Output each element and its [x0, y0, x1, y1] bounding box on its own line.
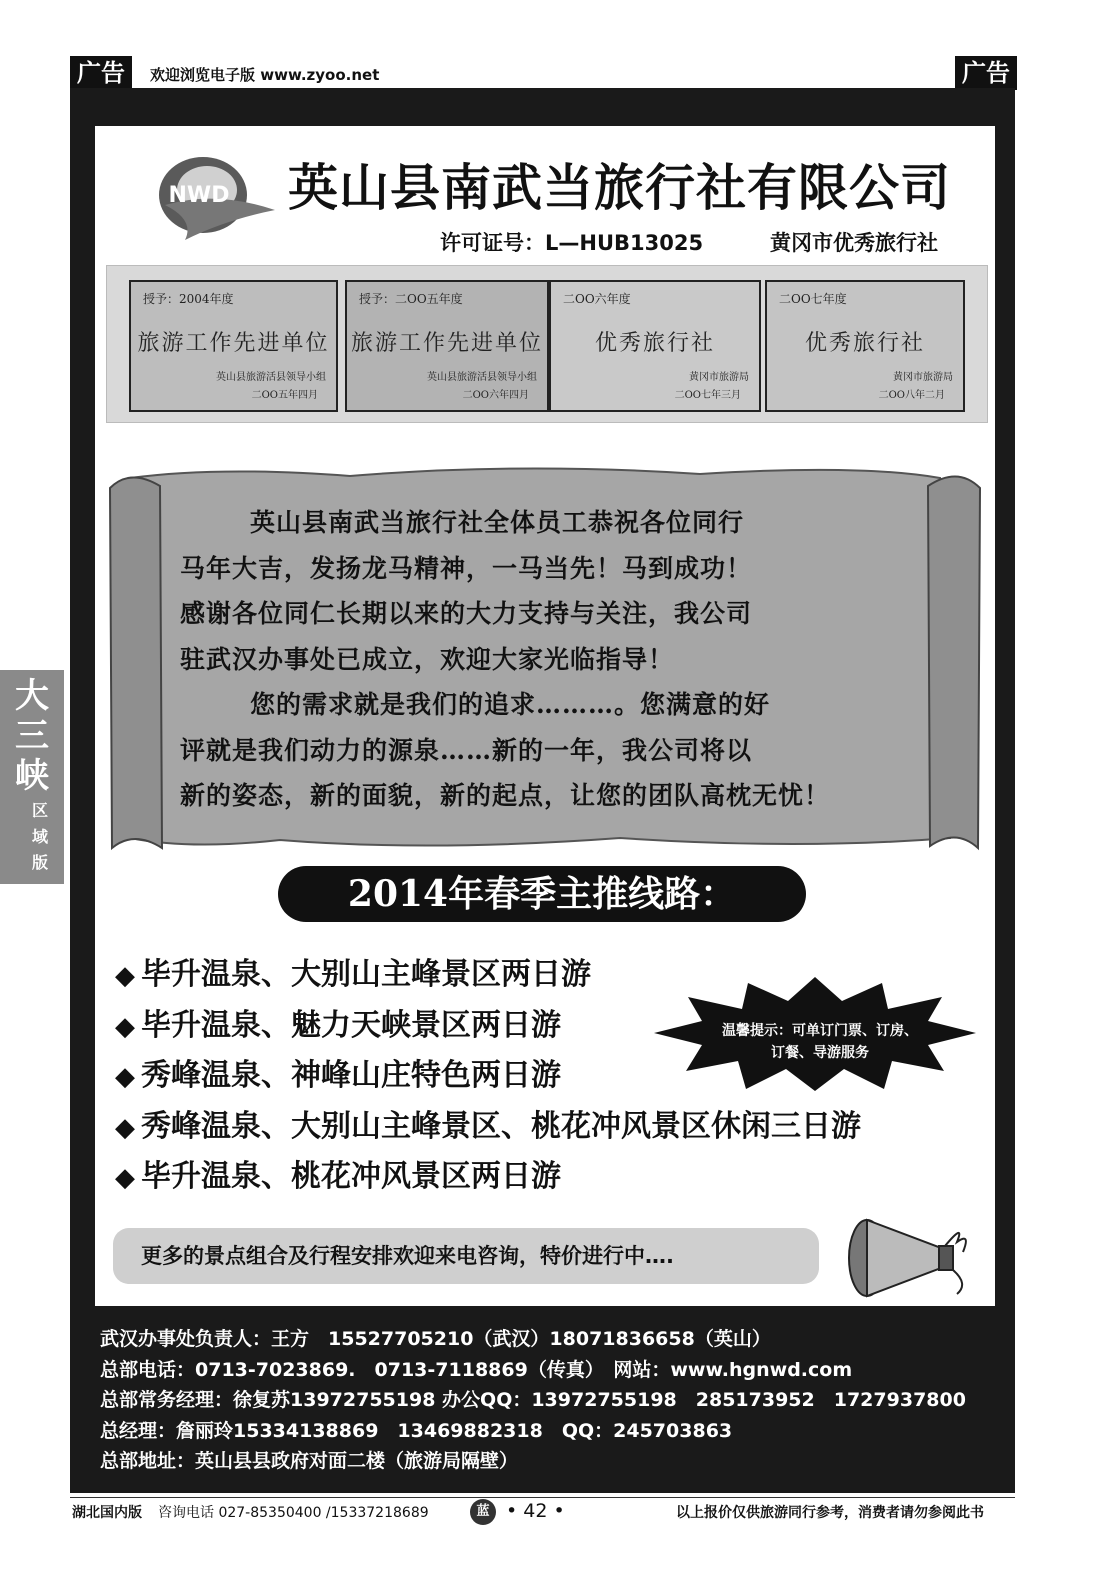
plaque-year: 授予：二OO五年度 [359, 292, 463, 306]
award-plaque [765, 280, 965, 412]
route-label: 秀峰温泉、大别山主峰景区、桃花冲风景区休闲三日游 [141, 1108, 861, 1144]
sidebar-small-2: 域 [32, 827, 49, 846]
route-label: 毕升温泉、桃花冲风景区两日游 [141, 1159, 561, 1194]
plaque-year: 授予：2004年度 [143, 292, 234, 306]
award-plaque [345, 280, 549, 412]
footer-divider [70, 1497, 1015, 1498]
contact-hq-phone: 总部电话：0713-7023869. 0713-7118869（传真） 网站：www.hgnwd.com [100, 1358, 853, 1381]
hint-line-2: 订餐、导游服务 [771, 1045, 869, 1061]
site-url-text[interactable]: 欢迎浏览电子版 www.zyoo.net [150, 66, 380, 84]
plaque-issuer: 英山县旅游活县领导小组 [216, 372, 326, 383]
award-plaque [129, 280, 338, 412]
contact-block [100, 1324, 966, 1477]
hint-line-1: 温馨提示：可单订门票、订房、 [722, 1023, 918, 1039]
routes-heading: 2014年春季主推线路： [278, 866, 806, 922]
megaphone-icon [845, 1212, 975, 1304]
route-item [115, 1152, 861, 1203]
company-name: 英山县南武当旅行社有限公司 [288, 159, 951, 217]
contact-general-manager: 总经理：詹丽玲15334138869 13469882318 QQ：245703863 [100, 1419, 733, 1442]
plaque-issuer: 英山县旅游活县领导小组 [427, 372, 537, 383]
honor-text: 黄冈市优秀旅行社 [770, 231, 938, 255]
scroll-line: 评就是我们动力的源泉……新的一年，我公司将以 [180, 735, 753, 765]
plaque-issuer: 黄冈市旅游局 [893, 372, 953, 383]
sidebar-region-tab [0, 670, 64, 884]
page-number: • 42 • [506, 1500, 565, 1522]
scroll-message [180, 500, 920, 819]
diamond-bullet-icon: ◆ [115, 1062, 135, 1092]
contact-wuhan-office: 武汉办事处负责人：王方 15527705210（武汉）18071836658（英山） [100, 1328, 771, 1350]
footer-badge-icon: 蓝 [470, 1499, 496, 1525]
plaque-year: 二OO六年度 [563, 292, 631, 306]
plaque-title: 旅游工作先进单位 [350, 331, 543, 356]
award-plaque [549, 280, 761, 412]
scroll-line: 驻武汉办事处已成立，欢迎大家光临指导！ [180, 644, 675, 674]
logo-text: NWD [168, 183, 230, 208]
scroll-line: 英山县南武当旅行社全体员工恭祝各位同行 [250, 508, 745, 537]
plaque-date: 二OO七年三月 [674, 390, 741, 401]
ad-tag-left: 广告 [70, 56, 132, 90]
company-logo [155, 150, 285, 250]
sidebar-char-1: 大 [15, 676, 49, 716]
plaque-year: 二OO七年度 [779, 292, 847, 306]
scroll-line: 感谢各位同仁长期以来的大力支持与关注，我公司 [180, 599, 753, 628]
plaque-date: 二OO五年四月 [251, 390, 318, 401]
diamond-bullet-icon: ◆ [115, 1112, 135, 1143]
plaque-date: 二OO八年二月 [878, 390, 945, 401]
license-number: 许可证号：L—HUB13025 [440, 231, 704, 255]
award-photo-strip [106, 265, 988, 423]
diamond-bullet-icon: ◆ [115, 961, 135, 991]
ad-tag-right: 广告 [955, 56, 1017, 90]
plaque-date: 二OO六年四月 [462, 390, 529, 401]
scroll-line: 您的需求就是我们的追求………。您满意的好 [250, 690, 771, 719]
plaque-title: 优秀旅行社 [594, 331, 715, 356]
route-label: 秀峰温泉、神峰山庄特色两日游 [141, 1058, 561, 1093]
consult-banner: 更多的景点组合及行程安排欢迎来电咨询，特价进行中…. [113, 1228, 819, 1284]
route-item [115, 1102, 861, 1153]
sidebar-char-3: 峡 [15, 756, 49, 796]
footer-disclaimer: 以上报价仅供旅游同行参考，消费者请勿参阅此书 [676, 1505, 984, 1521]
scroll-line: 马年大吉，发扬龙马精神，一马当先！马到成功！ [180, 553, 753, 583]
diamond-bullet-icon: ◆ [115, 1011, 135, 1042]
hint-text [700, 1020, 940, 1064]
plaque-issuer: 黄冈市旅游局 [689, 372, 749, 383]
route-label: 毕升温泉、魅力天峡景区两日游 [141, 1007, 561, 1043]
footer-edition: 湖北国内版 [72, 1505, 142, 1521]
sidebar-char-2: 三 [15, 716, 49, 756]
route-label: 毕升温泉、大别山主峰景区两日游 [141, 957, 591, 992]
footer-consult-phone: 咨询电话 027-85350400 /15337218689 [158, 1505, 429, 1521]
contact-hq-address: 总部地址：英山县县政府对面二楼（旅游局隔壁） [100, 1450, 519, 1472]
plaque-title: 旅游工作先进单位 [137, 331, 330, 356]
sidebar-small-1: 区 [32, 801, 49, 820]
sidebar-small-3: 版 [32, 853, 49, 872]
scroll-line: 新的姿态，新的面貌，新的起点，让您的团队高枕无忧！ [180, 781, 831, 810]
plaque-title: 优秀旅行社 [804, 331, 925, 356]
contact-exec-manager: 总部常务经理：徐复苏13972755198 办公QQ：13972755198 285173952 1727937800 [100, 1389, 966, 1411]
diamond-bullet-icon: ◆ [115, 1163, 135, 1193]
